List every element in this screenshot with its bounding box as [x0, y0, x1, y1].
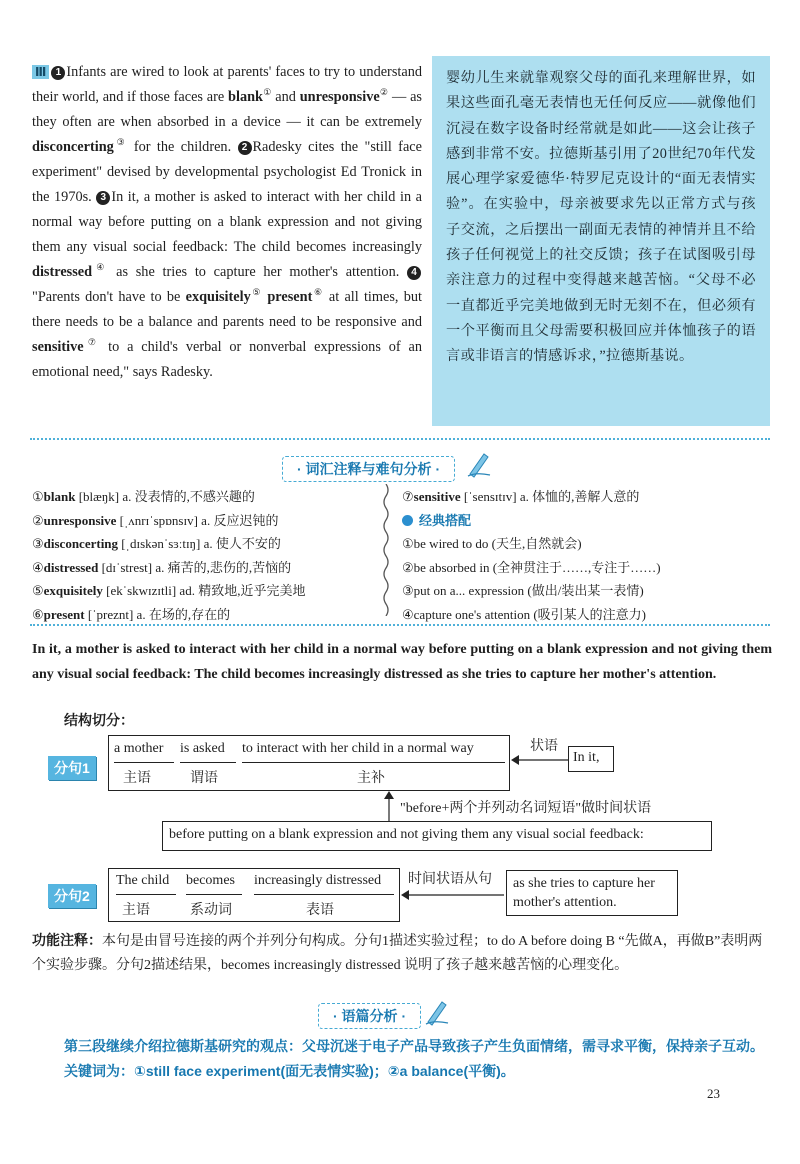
passage-text: at all times, but there needs to be a balance and parents need to be responsive and	[32, 289, 422, 330]
clause-2-predicative: increasingly distressed	[254, 873, 382, 888]
vocab-list-right	[402, 485, 661, 626]
vocab-headword: sensitive	[413, 489, 461, 504]
sentence-number: 4	[407, 266, 421, 280]
vocab-section-header: · 词汇注释与难句分析 ·	[282, 456, 455, 482]
vocab-definition: [blæŋk] a. 没表情的,不感兴趣的	[75, 489, 255, 504]
vocab-word: disconcerting	[32, 139, 114, 155]
passage-text: Radesky cites the "still face experiment" devised by developmental psychologist Ed Tronick in the 1970s.	[32, 139, 422, 205]
dotted-divider	[30, 624, 770, 626]
note-text: 本句是由冒号连接的两个并列分句构成。分句1描述实验过程；to do A before doing B “先做A，再做B”表明两个实验步骤。分句2描述结果，becomes increasingly distressed 说明了孩子越来越苦恼的心理变化。	[32, 934, 763, 973]
vocab-word: blank	[228, 89, 263, 105]
vocab-word: present	[267, 289, 313, 305]
adverbial-clause-tag: 时间状语从句	[408, 870, 492, 886]
bullet-icon	[402, 515, 413, 526]
vocab-number: ⑤	[32, 583, 44, 598]
subject-tag: 主语	[122, 901, 150, 917]
up-arrow-icon	[382, 790, 396, 822]
footnote-mark: ⑥	[312, 287, 324, 298]
verb-tag: 系动词	[190, 901, 232, 917]
complement-tag: 主补	[357, 769, 385, 785]
footnote-mark: ④	[92, 262, 109, 273]
vocab-definition: [ˌʌnrɪˈspɒnsɪv] a. 反应迟钝的	[116, 512, 279, 528]
vocab-number: ⑦	[402, 489, 414, 504]
vocab-number: ②	[32, 512, 44, 528]
collocation-item: ②be absorbed in (全神贯注于……,专注于……)	[402, 559, 661, 575]
vocab-word: sensitive	[32, 339, 84, 355]
wavy-separator	[381, 484, 391, 616]
structure-label: 结构切分：	[64, 712, 134, 728]
collocation-item: ①be wired to do (天生,自然就会)	[402, 536, 582, 551]
subject-tag: 主语	[123, 769, 151, 785]
vocab-entry	[32, 485, 305, 509]
underline	[114, 762, 174, 763]
vocab-definition: [dɪˈstrest] a. 痛苦的,悲伤的,苦恼的	[98, 559, 292, 575]
adverbial-box: In it,	[568, 746, 614, 772]
analysis-sentence: In it, a mother is asked to interact with her child in a normal way before putting on a blank expression and not giving them any visual social feedback: The child becomes increasingly distressed as she tries to capture her mother's attention.	[32, 642, 772, 682]
vocab-entry	[402, 485, 661, 509]
page-number: 23	[707, 1086, 720, 1101]
adverbial-clause-box	[506, 870, 678, 916]
collocation-item: ④capture one's attention (吸引某人的注意力)	[402, 606, 646, 622]
passage-text: Infants are wired to look at parents' faces to try to understand their world, and if those faces are	[32, 64, 422, 105]
predicative-tag: 表语	[306, 901, 334, 917]
passage-paragraph	[32, 60, 422, 385]
clause-2-subject: The child	[116, 873, 170, 888]
adverbial-clause-line: as she tries to capture her	[513, 876, 655, 891]
clause-1-complement: to interact with her child in a normal way	[242, 741, 474, 756]
vocab-definition: [ˌdɪskənˈsɜːtɪŋ] a. 使人不安的	[118, 536, 281, 551]
footnote-mark: ③	[113, 137, 128, 148]
vocab-entry	[32, 509, 305, 533]
dotted-divider	[30, 438, 770, 440]
vocab-definition: [ˈpreznt] a. 在场的,存在的	[84, 606, 231, 622]
underline	[180, 762, 236, 763]
footnote-mark: ⑤	[250, 287, 263, 298]
vocab-entry	[32, 532, 305, 556]
function-note	[32, 928, 772, 978]
clause-1-predicate: is asked	[180, 741, 225, 756]
underline	[116, 894, 176, 895]
footnote-mark: ①	[263, 87, 272, 98]
vocab-word: exquisitely	[185, 289, 251, 305]
passage-text: "Parents don't have to be	[32, 289, 186, 305]
passage-text: — as they often are when absorbed in a device — it can be extremely	[32, 89, 422, 130]
pen-icon	[466, 450, 492, 478]
sentence-number: 2	[238, 141, 252, 155]
paragraph-number-badge: Ⅲ	[32, 65, 49, 79]
vocab-headword: unresponsive	[43, 512, 117, 528]
adverbial-clause-line: mother's attention.	[513, 895, 617, 910]
vocab-entry	[32, 603, 305, 627]
vocab-list-left	[32, 485, 305, 626]
classic-collocations-title: 经典搭配	[402, 509, 661, 533]
before-phrase-box: before putting on a blank expression and not giving them any visual social feedback:	[162, 821, 712, 851]
underline	[254, 894, 394, 895]
underline	[242, 762, 505, 763]
passage-text: for the children.	[127, 139, 238, 155]
passage-text: as she tries to capture her mother's attention.	[108, 264, 407, 280]
footnote-mark: ②	[379, 87, 389, 98]
clause-1-badge: 分句1	[48, 756, 96, 780]
vocab-headword: disconcerting	[43, 536, 119, 551]
vocab-number: ④	[32, 559, 44, 575]
passage-text: to a child's verbal or nonverbal expressions of an emotional need," says Radesky.	[32, 339, 422, 380]
discourse-section-header: · 语篇分析 ·	[318, 1003, 421, 1029]
clause-2-verb: becomes	[186, 873, 235, 888]
clause-2-badge: 分句2	[48, 884, 96, 908]
translation-box: 婴幼儿生来就靠观察父母的面孔来理解世界，如果这些面孔毫无表情也无任何反应——就像他们沉浸在数字设备时经常就是如此——这会让孩子感到非常不安。拉德斯基引用了20世纪70年代发展心理学家爱德华·特罗尼克设计的“面无表情实验”。在实验中，母亲被要求先以正常方式与孩子交流，之后摆出一副面无表情的神情并且不给孩子任何视觉上的社交反馈；孩子在试图吸引母亲注意力的过程中变得越来越苦恼。“父母不必一直都近乎完美地做到无时无刻不在，但必须有一个平衡而且父母需要积极回应并体恤孩子的语言或非语言的情感诉求，”拉德斯基说。	[432, 56, 770, 426]
sentence-number: 3	[96, 191, 110, 205]
before-phrase-note: "before+两个并列动名词短语"做时间状语	[400, 801, 652, 816]
vocab-entry	[32, 556, 305, 580]
sentence-number: 1	[51, 66, 65, 80]
underline	[186, 894, 242, 895]
adverbial-tag: 状语	[530, 737, 558, 753]
passage-text: In it, a mother is asked to interact with her child in a normal way before putting on a blank expression and not giving them any visual social feedback: The child becomes increasingly	[32, 189, 422, 255]
footnote-mark: ⑦	[83, 337, 101, 348]
vocab-word: unresponsive	[299, 89, 380, 105]
left-arrow-icon	[400, 887, 506, 903]
vocab-definition: [ˈsensɪtɪv] a. 体恤的,善解人意的	[460, 489, 640, 504]
collocation-item: ③put on a... expression (做出/装出某一表情)	[402, 583, 644, 598]
vocab-headword: exquisitely	[43, 583, 103, 598]
predicate-tag: 谓语	[190, 769, 218, 785]
passage-text: and	[271, 89, 300, 105]
vocab-definition: [ekˈskwɪzɪtli] ad. 精致地,近乎完美地	[102, 583, 306, 598]
vocab-headword: present	[43, 606, 85, 622]
discourse-analysis: 第三段继续介绍拉德斯基研究的观点：父母沉迷于电子产品导致孩子产生负面情绪，需寻求平衡，保持亲子互动。关键词为：①still face experiment(面无表情实验)；②a balance(平衡)。	[64, 1038, 764, 1079]
vocab-headword: blank	[43, 489, 76, 504]
clause-1-subject: a mother	[114, 741, 164, 756]
vocab-word: distressed	[32, 264, 93, 280]
vocab-number: ①	[32, 489, 44, 504]
vocab-number: ⑥	[32, 606, 44, 622]
pen-icon	[424, 998, 450, 1026]
vocab-headword: distressed	[43, 559, 99, 575]
vocab-entry	[32, 579, 305, 603]
note-label: 功能注释：	[32, 932, 102, 948]
vocab-number: ③	[32, 536, 44, 551]
